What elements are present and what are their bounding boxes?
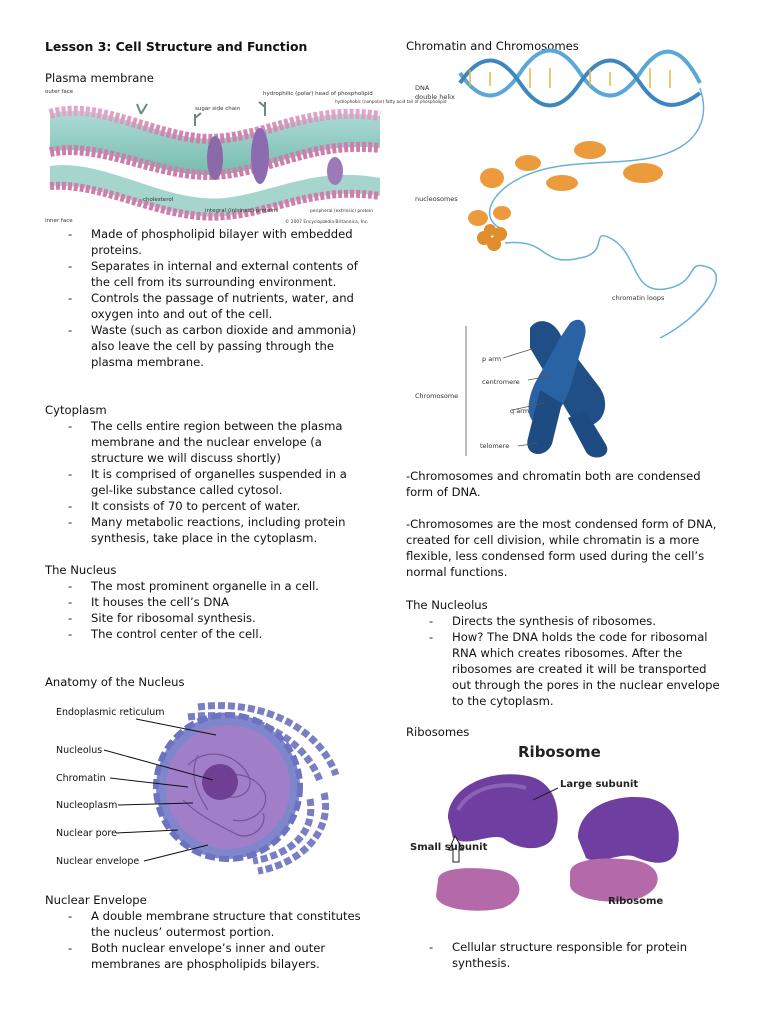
cytoplasm-section <box>45 402 365 546</box>
nucleolus-heading: The Nucleolus <box>406 598 488 612</box>
label-chromosome: Chromosome <box>415 392 459 400</box>
label-small-subunit: Small subunit <box>410 842 488 853</box>
chromatin-text <box>406 468 726 580</box>
label-p-arm: p arm <box>482 355 502 363</box>
nucleolus-list <box>406 613 726 709</box>
label-integral: integral (intrinsic) proteins <box>205 208 279 214</box>
list-item: - Controls the passage of nutrients, water, and oxygen into and out of the cell. <box>45 290 365 322</box>
list-item: - The cells entire region between the plasma membrane and the nuclear envelope (a structure we will discuss shortly) <box>45 418 365 466</box>
plasma-heading: Plasma membrane <box>45 71 154 85</box>
ribosomes-heading: Ribosomes <box>406 725 470 739</box>
lesson-title: Lesson 3: Cell Structure and Function <box>45 39 308 54</box>
label-outer-face: outer face <box>45 89 74 95</box>
label-double-helix: double helix <box>415 93 455 101</box>
envelope-section <box>45 892 365 972</box>
label-hydrophilic: hydrophilic (polar) head of phospholipid <box>263 91 373 97</box>
list-item: - The control center of the cell. <box>45 626 365 642</box>
list-item: - It consists of 70 to percent of water. <box>45 498 365 514</box>
ribosomes-list-wrap <box>406 939 726 971</box>
list-item: - A double membrane structure that constitutes the nucleus’ outermost portion. <box>45 908 365 940</box>
list-item: - Site for ribosomal synthesis. <box>45 610 365 626</box>
list-item: - Both nuclear envelope’s inner and outer membranes are phospholipids bilayers. <box>45 940 365 972</box>
list-item: - How? The DNA holds the code for ribosomal RNA which creates ribosomes. After the ribosomes are created it will be transported out through the pores in the nuclear envelope to the cytoplasm. <box>406 629 726 709</box>
nucleus-heading: The Nucleus <box>45 563 117 577</box>
plasma-list-wrap <box>45 226 365 370</box>
chromatin-para-1: -Chromosomes and chromatin both are condensed form of DNA. <box>406 469 701 499</box>
label-telomere: telomere <box>480 442 510 450</box>
cytoplasm-heading: Cytoplasm <box>45 403 107 417</box>
label-nuclear-pore: Nuclear pore <box>56 828 117 839</box>
ribosomes-list <box>406 939 726 971</box>
label-hydrophobic: hydrophobic (nonpolar) fatty acid tail of phospholipid <box>335 99 447 104</box>
list-item: - Cellular structure responsible for protein synthesis. <box>406 939 726 971</box>
plasma-list <box>45 226 365 370</box>
list-item: - The most prominent organelle in a cell. <box>45 578 365 594</box>
label-peripheral: peripheral (extrinsic) protein <box>310 209 373 214</box>
list-item: - Waste (such as carbon dioxide and ammonia) also leave the cell by passing through the plasma membrane. <box>45 322 365 370</box>
label-q-arm: q arm <box>510 407 530 415</box>
label-centromere: centromere <box>482 378 520 386</box>
chromatin-para-2: -Chromosomes are the most condensed form of DNA, created for cell division, while chromatin is a more flexible, less condensed form used during the cell’s normal functions. <box>406 517 717 579</box>
label-copyright: © 2007 Encyclopædia Britannica, Inc. <box>285 220 369 225</box>
nucleolus-section <box>406 597 726 709</box>
cytoplasm-list <box>45 418 365 546</box>
ribosome-title: Ribosome <box>518 743 601 761</box>
label-ribosome: Ribosome <box>608 896 664 907</box>
chromatin-heading: Chromatin and Chromosomes <box>406 39 579 53</box>
nucleus-anatomy-figure <box>48 695 358 877</box>
envelope-list <box>45 908 365 972</box>
label-inner-face: inner face <box>45 218 73 224</box>
list-item: - It is comprised of organelles suspended in a gel-like substance called cytosol. <box>45 466 365 498</box>
label-nucleosomes: nucleosomes <box>415 195 458 203</box>
ribosome-figure <box>408 738 738 918</box>
envelope-heading: Nuclear Envelope <box>45 893 147 907</box>
list-item: - Directs the synthesis of ribosomes. <box>406 613 726 629</box>
label-sugar-side-chain: sugar side chain <box>195 106 241 112</box>
label-chromatin: Chromatin <box>56 773 106 784</box>
anatomy-heading: Anatomy of the Nucleus <box>45 675 185 689</box>
label-nuclear-envelope: Nuclear envelope <box>56 856 140 867</box>
label-nucleoplasm: Nucleoplasm <box>56 800 118 811</box>
nucleus-list <box>45 578 365 642</box>
label-dna: DNA <box>415 84 430 92</box>
label-large-subunit: Large subunit <box>560 779 639 790</box>
label-chromatin-loops: chromatin loops <box>612 294 665 302</box>
list-item: - Separates in internal and external contents of the cell from its surrounding environment. <box>45 258 365 290</box>
chromatin-figure <box>410 58 730 460</box>
list-item: - It houses the cell’s DNA <box>45 594 365 610</box>
label-nucleolus: Nucleolus <box>56 745 103 756</box>
list-item: - Made of phospholipid bilayer with embedded proteins. <box>45 226 365 258</box>
nucleus-section <box>45 562 365 642</box>
label-cholesterol: cholesterol <box>143 197 174 203</box>
list-item: - Many metabolic reactions, including protein synthesis, take place in the cytoplasm. <box>45 514 365 546</box>
label-endoplasmic-reticulum: Endoplasmic reticulum <box>56 707 165 718</box>
